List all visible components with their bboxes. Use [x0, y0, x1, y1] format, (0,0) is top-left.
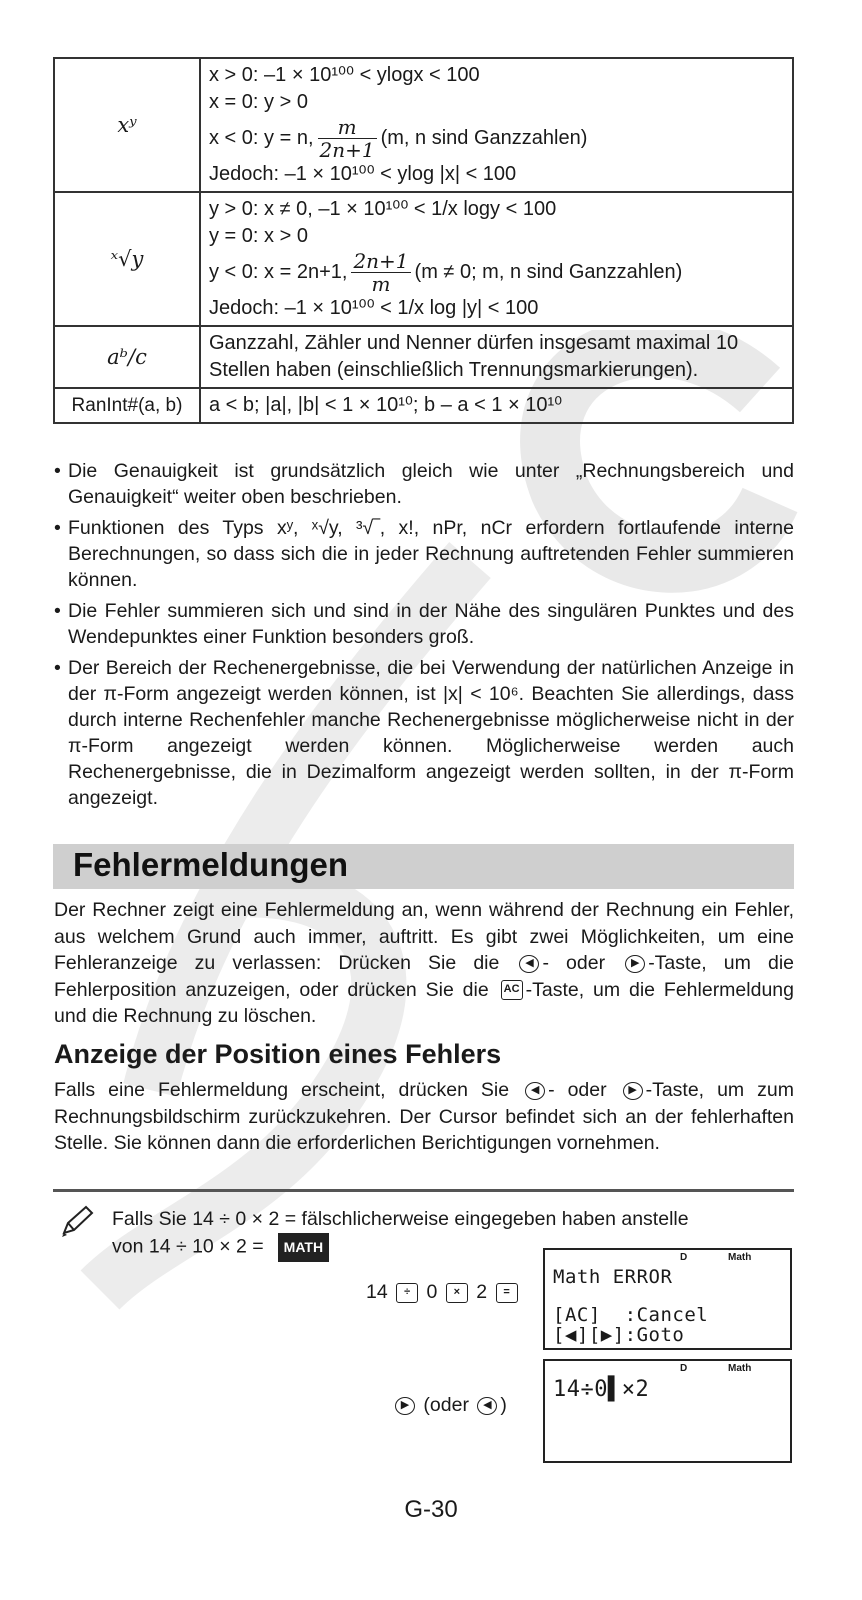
function-cell: aᵇ/c [54, 326, 200, 388]
pencil-icon [58, 1203, 98, 1239]
degree-indicator: D [680, 1252, 688, 1263]
list-item: • Die Fehler summieren sich und sind in der Nähe des singulären Punktes und des Wendepunktes einer Funktion besonders groß. [54, 600, 794, 648]
calculator-screen-error [543, 1248, 792, 1350]
left-key-icon: ◀ [519, 955, 539, 973]
math-mode-badge: MATH [278, 1233, 329, 1262]
calculator-screen-cursor [543, 1359, 792, 1463]
range-cell: Ganzzahl, Zähler und Nenner dürfen insgesamt maximal 10 Stellen haben (einschließlich Trennungsmarkierungen). [200, 326, 793, 388]
range-line: y < 0: x = 2n+1, $\frac{2n+1}{m}$ (m ≠ 0; m, n sind Ganzzahlen) [209, 249, 683, 296]
list-item: • Die Genauigkeit ist grundsätzlich gleich wie unter „Rechnungsbereich und Genauigkeit“ weiter oben beschrieben. [54, 460, 794, 508]
screen-line: [◀][▶]:Goto [553, 1324, 685, 1346]
section-title: Fehlermeldungen [73, 846, 349, 883]
range-line: x = 0: y > 0 [209, 91, 308, 113]
table-row [54, 58, 793, 192]
example-line: Falls Sie 14 ÷ 0 × 2 = fälschlicherweise eingegeben haben anstelle [112, 1208, 689, 1230]
screen-line: [AC] :Cancel [553, 1304, 709, 1326]
subheading: Anzeige der Position eines Fehlers [54, 1039, 502, 1069]
degree-indicator: D [680, 1363, 688, 1374]
list-item: • Funktionen des Typs xʸ, ˣ√y, ³√‾, x!, nPr, nCr erfordern fortlaufende interne Berechnungen, so dass sich die in jeder Rechnung auftretenden Fehler summieren können. [54, 517, 794, 591]
range-line: Jedoch: –1 × 10¹⁰⁰ < ylog |x| < 100 [209, 163, 517, 185]
left-key-icon: ◀ [525, 1082, 545, 1100]
table-row [54, 388, 793, 423]
range-cell [200, 192, 793, 326]
page-number: G-30 [404, 1496, 458, 1523]
function-cell: ˣ√y [54, 192, 200, 326]
divider [53, 1189, 794, 1192]
ac-key-icon: AC [501, 980, 523, 1000]
screen-expression: 14÷0▌×2 [553, 1377, 650, 1402]
right-key-icon: ▶ [623, 1082, 643, 1100]
range-line: y > 0: x ≠ 0, –1 × 10¹⁰⁰ < 1/x logy < 100 [209, 198, 557, 220]
multiply-key-icon: × [446, 1283, 468, 1303]
notes-list [54, 458, 794, 816]
range-cell [200, 58, 793, 192]
key-sequence-2: ▶ (oder ◀ ) [392, 1394, 507, 1417]
key-sequence-1: 14 ÷ 0 × 2 = [366, 1281, 521, 1304]
equals-key-icon: = [496, 1283, 518, 1303]
math-indicator: Math [728, 1252, 752, 1263]
section-header [53, 844, 794, 889]
left-key-icon: ◀ [477, 1397, 497, 1415]
divide-key-icon: ÷ [396, 1283, 418, 1303]
range-line: Jedoch: –1 × 10¹⁰⁰ < 1/x log |y| < 100 [209, 297, 539, 319]
right-key-icon: ▶ [395, 1397, 415, 1415]
function-cell: RanInt#(a, b) [54, 388, 200, 423]
screen-line: Math ERROR [553, 1266, 673, 1288]
math-indicator: Math [728, 1363, 752, 1374]
function-cell: xʸ [54, 58, 200, 192]
limits-table [53, 57, 794, 424]
sub-paragraph: Falls eine Fehlermeldung erscheint, drücken Sie ◀ - oder ▶ -Taste, um zum Rechnungsbildschirm zurückzukehren. Der Cursor befindet sich an der fehlerhaften Stelle. Sie können dann die erforderlichen Berichtigungen vornehmen. [54, 1079, 794, 1154]
example-line: von 14 ÷ 10 × 2 = MATH [112, 1233, 689, 1262]
table-row [54, 192, 793, 326]
range-line: y = 0: x > 0 [209, 225, 308, 247]
list-item: • Der Bereich der Rechenergebnisse, die bei Verwendung der natürlichen Anzeige in der π-Form angezeigt werden können, ist |x| < 10⁶. Beachten Sie allerdings, dass durch interne Rechenfehler manche Rechenergebnisse möglicherweise nicht in der π-Form angezeigt werden können. Möglicherweise werden auch Rechenergebnisse, die in Dezimalform angezeigt werden sollten, in der π-Form angezeigt. [54, 657, 794, 809]
range-line: x < 0: y = n, $\frac{m}{2n+1}$ (m, n sind Ganzzahlen) [209, 115, 588, 162]
range-line: x > 0: –1 × 10¹⁰⁰ < ylogx < 100 [209, 64, 480, 86]
table-row [54, 326, 793, 388]
right-key-icon: ▶ [625, 955, 645, 973]
intro-paragraph: Der Rechner zeigt eine Fehlermeldung an, wenn während der Rechnung ein Fehler, aus welchem Grund auch immer, auftritt. Es gibt zwei Möglichkeiten, um eine Fehleranzeige zu verlassen: Drücken Sie die ◀ - oder ▶ -Taste, um die Fehlerposition anzuzeigen, oder drücken Sie die AC -Taste, um die Fehlermeldung und die Rechnung zu löschen. [54, 899, 795, 1027]
range-cell: a < b; |a|, |b| < 1 × 10¹⁰; b – a < 1 × 10¹⁰ [200, 388, 793, 423]
